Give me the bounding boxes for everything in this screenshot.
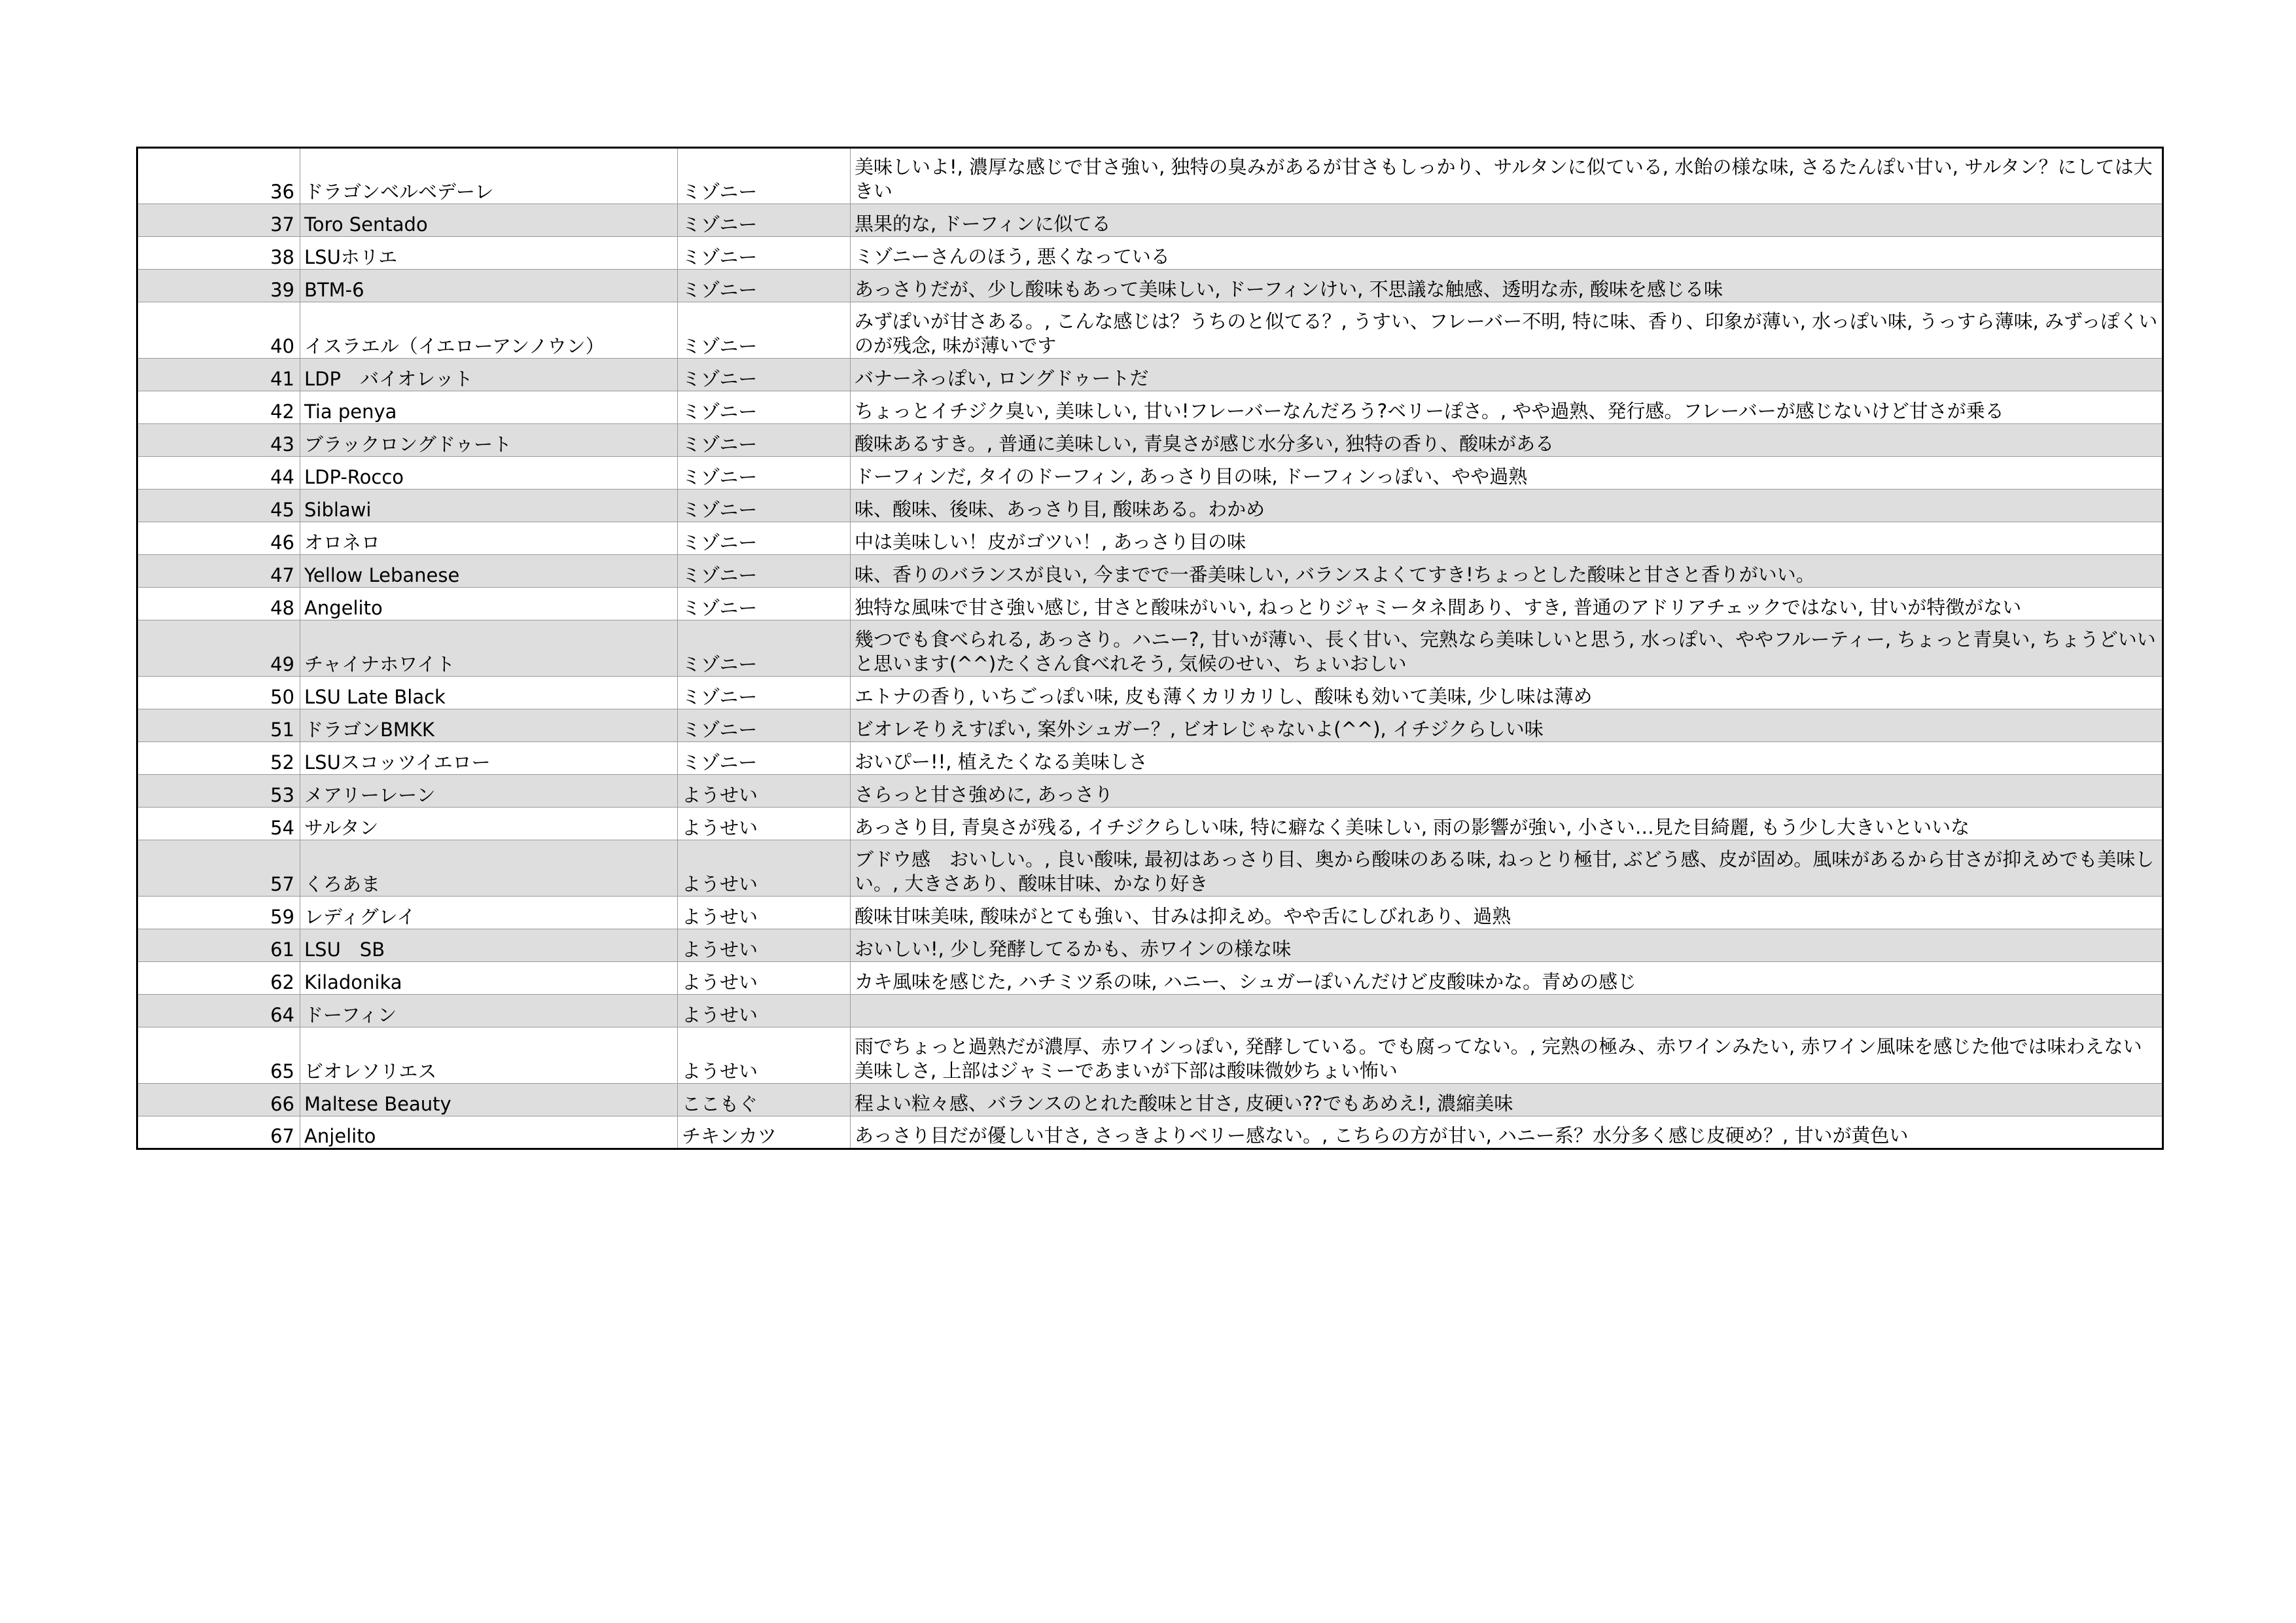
- cell-variety-name: くろあま: [300, 840, 678, 897]
- cell-comment: おいしい!, 少し発酵してるかも、赤ワインの様な味: [851, 929, 2163, 962]
- cell-variety-name: イスラエル（イエローアンノウン）: [300, 302, 678, 359]
- cell-variety-name: Angelito: [300, 588, 678, 620]
- table-row: [137, 775, 2163, 808]
- table-row: [137, 424, 2163, 457]
- table-row: [137, 677, 2163, 709]
- table-row: [137, 929, 2163, 962]
- cell-number: 50: [137, 677, 300, 709]
- cell-comment: 雨でちょっと過熟だが濃厚、赤ワインっぽい, 発酵している。でも腐ってない。, 完熟の極み、赤ワインみたい, 赤ワイン風味を感じた他では味わえない美味しさ, 上部はジャミーであまいが下部は酸味微妙ちょい怖い: [851, 1027, 2163, 1084]
- cell-comment: ビオレそりえすぽい, 案外シュガー？, ビオレじゃないよ(^^), イチジクらしい味: [851, 709, 2163, 742]
- cell-number: 51: [137, 709, 300, 742]
- cell-number: 65: [137, 1027, 300, 1084]
- cell-person: ミゾニー: [678, 237, 851, 270]
- cell-person: ミゾニー: [678, 490, 851, 522]
- cell-variety-name: ドラゴンBMKK: [300, 709, 678, 742]
- table-row: [137, 1084, 2163, 1116]
- cell-number: 47: [137, 555, 300, 588]
- table-row: [137, 391, 2163, 424]
- cell-variety-name: ドラゴンベルベデーレ: [300, 148, 678, 204]
- cell-number: 61: [137, 929, 300, 962]
- table-body: [137, 148, 2163, 1149]
- cell-comment: 味、香りのバランスが良い, 今までで一番美味しい, バランスよくてすき!ちょっとした酸味と甘さと香りがいい。: [851, 555, 2163, 588]
- cell-number: 48: [137, 588, 300, 620]
- cell-number: 42: [137, 391, 300, 424]
- table-row: [137, 204, 2163, 237]
- cell-person: ミゾニー: [678, 457, 851, 490]
- cell-person: ミゾニー: [678, 709, 851, 742]
- cell-comment: あっさりだが、少し酸味もあって美味しい, ドーフィンけい, 不思議な触感、透明な赤, 酸味を感じる味: [851, 270, 2163, 302]
- cell-variety-name: LDP バイオレット: [300, 359, 678, 391]
- table-row: [137, 962, 2163, 995]
- cell-comment: 中は美味しい！皮がゴツい！, あっさり目の味: [851, 522, 2163, 555]
- cell-person: ミゾニー: [678, 588, 851, 620]
- cell-person: ミゾニー: [678, 742, 851, 775]
- cell-comment: あっさり目だが優しい甘さ, さっきよりベリー感ない。, こちらの方が甘い, ハニー系？水分多く感じ皮硬め？, 甘いが黄色い: [851, 1116, 2163, 1149]
- cell-person: ようせい: [678, 962, 851, 995]
- cell-variety-name: Maltese Beauty: [300, 1084, 678, 1116]
- cell-comment: さらっと甘さ強めに, あっさり: [851, 775, 2163, 808]
- cell-variety-name: メアリーレーン: [300, 775, 678, 808]
- cell-variety-name: Tia penya: [300, 391, 678, 424]
- table-row: [137, 302, 2163, 359]
- table-row: [137, 1027, 2163, 1084]
- cell-person: ミゾニー: [678, 424, 851, 457]
- cell-variety-name: Siblawi: [300, 490, 678, 522]
- cell-number: 40: [137, 302, 300, 359]
- cell-comment: 酸味甘味美味, 酸味がとても強い、甘みは抑えめ。やや舌にしびれあり、過熟: [851, 897, 2163, 929]
- table-row: [137, 148, 2163, 204]
- cell-variety-name: LSUスコッツイエロー: [300, 742, 678, 775]
- cell-number: 38: [137, 237, 300, 270]
- cell-number: 57: [137, 840, 300, 897]
- cell-comment: あっさり目, 青臭さが残る, イチジクらしい味, 特に癖なく美味しい, 雨の影響が強い, 小さい…見た目綺麗, もう少し大きいといいな: [851, 808, 2163, 840]
- cell-person: ミゾニー: [678, 270, 851, 302]
- cell-person: ミゾニー: [678, 391, 851, 424]
- cell-comment: おいぴー!!, 植えたくなる美味しさ: [851, 742, 2163, 775]
- cell-number: 66: [137, 1084, 300, 1116]
- cell-person: ここもぐ: [678, 1084, 851, 1116]
- cell-comment: ブドウ感 おいしい。, 良い酸味, 最初はあっさり目、奥から酸味のある味, ねっとり極甘, ぶどう感、皮が固め。風味があるから甘さが抑えめでも美味しい。, 大きさあり、酸味甘味、かなり好き: [851, 840, 2163, 897]
- table-row: [137, 897, 2163, 929]
- cell-comment: [851, 995, 2163, 1027]
- cell-comment: 黒果的な, ドーフィンに似てる: [851, 204, 2163, 237]
- cell-comment: 程よい粒々感、バランスのとれた酸味と甘さ, 皮硬い??でもあめえ!, 濃縮美味: [851, 1084, 2163, 1116]
- cell-number: 52: [137, 742, 300, 775]
- table-row: [137, 995, 2163, 1027]
- table-row: [137, 840, 2163, 897]
- cell-person: チキンカツ: [678, 1116, 851, 1149]
- cell-person: ミゾニー: [678, 620, 851, 677]
- table-row: [137, 457, 2163, 490]
- cell-comment: ちょっとイチジク臭い, 美味しい, 甘い!フレーバーなんだろう?ベリーぽさ。, やや過熟、発行感。フレーバーが感じないけど甘さが乗る: [851, 391, 2163, 424]
- table-row: [137, 359, 2163, 391]
- table-row: [137, 555, 2163, 588]
- cell-person: ようせい: [678, 808, 851, 840]
- cell-variety-name: ドーフィン: [300, 995, 678, 1027]
- table-row: [137, 237, 2163, 270]
- cell-variety-name: LSU Late Black: [300, 677, 678, 709]
- cell-person: ミゾニー: [678, 359, 851, 391]
- cell-person: ミゾニー: [678, 677, 851, 709]
- cell-comment: 美味しいよ!, 濃厚な感じで甘さ強い, 独特の臭みがあるが甘さもしっかり、サルタンに似ている, 水飴の様な味, さるたんぽい甘い, サルタン？にしては大きい: [851, 148, 2163, 204]
- cell-person: ようせい: [678, 1027, 851, 1084]
- cell-person: ミゾニー: [678, 204, 851, 237]
- cell-variety-name: LDP-Rocco: [300, 457, 678, 490]
- table-row: [137, 808, 2163, 840]
- table-row: [137, 742, 2163, 775]
- table-row: [137, 270, 2163, 302]
- cell-variety-name: オロネロ: [300, 522, 678, 555]
- cell-person: ようせい: [678, 775, 851, 808]
- cell-variety-name: レディグレイ: [300, 897, 678, 929]
- table-row: [137, 1116, 2163, 1149]
- table-row: [137, 620, 2163, 677]
- cell-number: 43: [137, 424, 300, 457]
- tasting-table: [136, 147, 2164, 1150]
- cell-variety-name: Kiladonika: [300, 962, 678, 995]
- cell-number: 37: [137, 204, 300, 237]
- cell-comment: バナーネっぽい, ロングドゥートだ: [851, 359, 2163, 391]
- cell-person: ようせい: [678, 840, 851, 897]
- cell-comment: ミゾニーさんのほう, 悪くなっている: [851, 237, 2163, 270]
- cell-number: 36: [137, 148, 300, 204]
- cell-number: 53: [137, 775, 300, 808]
- cell-number: 64: [137, 995, 300, 1027]
- cell-number: 44: [137, 457, 300, 490]
- cell-person: ミゾニー: [678, 555, 851, 588]
- cell-variety-name: チャイナホワイト: [300, 620, 678, 677]
- cell-person: ようせい: [678, 995, 851, 1027]
- cell-variety-name: ビオレソリエス: [300, 1027, 678, 1084]
- cell-number: 45: [137, 490, 300, 522]
- cell-variety-name: Toro Sentado: [300, 204, 678, 237]
- cell-comment: ドーフィンだ, タイのドーフィン, あっさり目の味, ドーフィンっぽい、やや過熟: [851, 457, 2163, 490]
- cell-variety-name: サルタン: [300, 808, 678, 840]
- cell-number: 62: [137, 962, 300, 995]
- cell-comment: カキ風味を感じた, ハチミツ系の味, ハニー、シュガーぽいんだけど皮酸味かな。青めの感じ: [851, 962, 2163, 995]
- cell-variety-name: LSU SB: [300, 929, 678, 962]
- cell-person: ようせい: [678, 897, 851, 929]
- cell-comment: 味、酸味、後味、あっさり目, 酸味ある。わかめ: [851, 490, 2163, 522]
- cell-variety-name: ブラックロングドゥート: [300, 424, 678, 457]
- table-row: [137, 490, 2163, 522]
- cell-variety-name: Anjelito: [300, 1116, 678, 1149]
- cell-number: 59: [137, 897, 300, 929]
- cell-number: 67: [137, 1116, 300, 1149]
- cell-person: ようせい: [678, 929, 851, 962]
- cell-comment: エトナの香り, いちごっぽい味, 皮も薄くカリカリし、酸味も効いて美味, 少し味は薄め: [851, 677, 2163, 709]
- cell-person: ミゾニー: [678, 148, 851, 204]
- cell-number: 49: [137, 620, 300, 677]
- cell-number: 46: [137, 522, 300, 555]
- cell-person: ミゾニー: [678, 302, 851, 359]
- cell-comment: 独特な風味で甘さ強い感じ, 甘さと酸味がいい, ねっとりジャミータネ間あり、すき, 普通のアドリアチェックではない, 甘いが特徴がない: [851, 588, 2163, 620]
- cell-person: ミゾニー: [678, 522, 851, 555]
- cell-variety-name: LSUホリエ: [300, 237, 678, 270]
- cell-comment: みずぽいが甘さある。, こんな感じは？うちのと似てる？, うすい、フレーバー不明, 特に味、香り、印象が薄い, 水っぽい味, うっすら薄味, みずっぽくいのが残念, 味が薄いです: [851, 302, 2163, 359]
- cell-variety-name: Yellow Lebanese: [300, 555, 678, 588]
- table-row: [137, 588, 2163, 620]
- cell-number: 54: [137, 808, 300, 840]
- cell-comment: 酸味あるすき。, 普通に美味しい, 青臭さが感じ水分多い, 独特の香り、酸味がある: [851, 424, 2163, 457]
- cell-comment: 幾つでも食べられる, あっさり。ハニー?, 甘いが薄い、長く甘い、完熟なら美味しいと思う, 水っぽい、ややフルーティー, ちょっと青臭い, ちょうどいいと思います(^^)たくさん食べれそう, 気候のせい、ちょいおしい: [851, 620, 2163, 677]
- cell-number: 39: [137, 270, 300, 302]
- cell-number: 41: [137, 359, 300, 391]
- table-row: [137, 709, 2163, 742]
- table-row: [137, 522, 2163, 555]
- cell-variety-name: BTM-6: [300, 270, 678, 302]
